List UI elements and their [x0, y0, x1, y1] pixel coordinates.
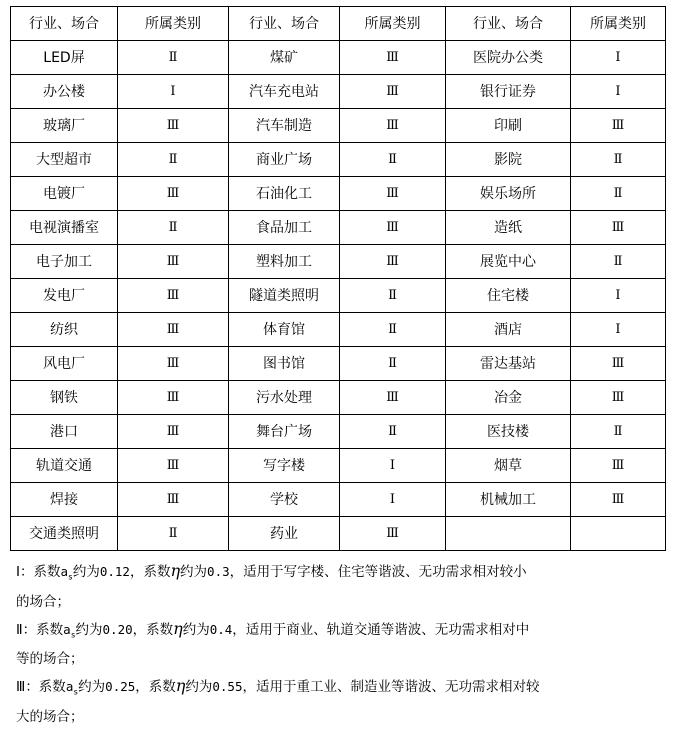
header-category-3: 所属类别	[571, 7, 666, 41]
category-cell: Ⅱ	[340, 279, 446, 313]
category-cell: Ⅱ	[571, 177, 666, 211]
industry-cell: 港口	[11, 415, 118, 449]
category-cell: Ⅱ	[118, 517, 229, 551]
category-cell: Ⅱ	[340, 347, 446, 381]
note-text: ：系数	[25, 679, 66, 695]
industry-cell: 风电厂	[11, 347, 118, 381]
industry-cell: 医技楼	[446, 415, 571, 449]
note-text: a	[60, 564, 69, 579]
table-row	[11, 449, 666, 483]
empty-cell	[571, 517, 666, 551]
note-text: 约为	[78, 679, 106, 695]
note-text: ，适用于商业、轨道交通等谐波、无功需求相对中	[232, 621, 530, 638]
table-row	[11, 313, 666, 347]
category-cell: Ⅰ	[571, 41, 666, 75]
category-cell: Ⅱ	[340, 143, 446, 177]
note-text: ，适用于重工业、制造业等谐波、无功需求相对较	[242, 679, 540, 695]
category-cell: Ⅲ	[340, 381, 446, 415]
note-text: 大的场合；	[16, 708, 84, 725]
table-row	[11, 347, 666, 381]
table-row	[11, 143, 666, 177]
header-industry-1: 行业、场合	[11, 7, 118, 41]
category-cell: Ⅲ	[340, 245, 446, 279]
category-cell: Ⅲ	[118, 381, 229, 415]
industry-cell: 大型超市	[11, 143, 118, 177]
table-row	[11, 245, 666, 279]
industry-cell: 办公楼	[11, 75, 118, 109]
header-category-1: 所属类别	[118, 7, 229, 41]
table-row	[11, 517, 666, 551]
coefficient-a-value: 0.25	[105, 679, 136, 694]
header-industry-3: 行业、场合	[446, 7, 571, 41]
category-cell: Ⅱ	[571, 415, 666, 449]
category-cell: Ⅲ	[118, 109, 229, 143]
coefficient-a-value: 0.12	[99, 564, 130, 579]
category-cell: Ⅲ	[118, 279, 229, 313]
category-cell: Ⅲ	[340, 41, 446, 75]
note-text: a	[63, 621, 71, 637]
category-cell: Ⅱ	[340, 415, 446, 449]
industry-cell: 汽车充电站	[229, 75, 340, 109]
category-notes	[16, 558, 656, 731]
industry-cell: 银行证券	[446, 75, 571, 109]
note-text: 约为	[185, 679, 213, 695]
note-text: 约为	[180, 564, 208, 580]
industry-cell: 纺织	[11, 313, 118, 347]
industry-cell: 电子加工	[11, 245, 118, 279]
industry-cell: 电视演播室	[11, 211, 118, 245]
coefficient-eta-value: 0.4	[209, 621, 233, 637]
category-cell: Ⅲ	[571, 381, 666, 415]
industry-cell: 商业广场	[229, 143, 340, 177]
note-text: 约为	[182, 621, 210, 638]
category-cell: Ⅱ	[118, 41, 229, 75]
industry-cell: 钢铁	[11, 381, 118, 415]
note-text: ，系数	[135, 679, 176, 695]
note-text: a	[65, 679, 74, 694]
category-cell: Ⅲ	[118, 177, 229, 211]
note-text: 的场合；	[16, 593, 70, 610]
category-cell: Ⅲ	[118, 415, 229, 449]
header-category-2: 所属类别	[340, 7, 446, 41]
industry-cell: 煤矿	[229, 41, 340, 75]
category-cell: Ⅰ	[571, 313, 666, 347]
category-cell: Ⅲ	[571, 109, 666, 143]
category-cell: Ⅱ	[118, 211, 229, 245]
industry-cell: 展览中心	[446, 245, 571, 279]
table-row	[11, 381, 666, 415]
table-row	[11, 279, 666, 313]
industry-cell: 影院	[446, 143, 571, 177]
category-cell: Ⅲ	[118, 483, 229, 517]
table-row	[11, 211, 666, 245]
eta-symbol: η	[175, 676, 186, 695]
industry-cell: 隧道类照明	[229, 279, 340, 313]
industry-cell: 汽车制造	[229, 109, 340, 143]
industry-cell: 机械加工	[446, 483, 571, 517]
coefficient-a-symbol	[63, 622, 75, 637]
category-cell: Ⅲ	[118, 245, 229, 279]
category-cell: Ⅱ	[118, 143, 229, 177]
industry-cell: 电镀厂	[11, 177, 118, 211]
industry-category-table	[10, 6, 666, 551]
table-row	[11, 41, 666, 75]
category-cell: Ⅲ	[571, 483, 666, 517]
table-row	[11, 109, 666, 143]
industry-cell: 焊接	[11, 483, 118, 517]
category-cell: Ⅲ	[118, 449, 229, 483]
industry-cell: 图书馆	[229, 347, 340, 381]
industry-cell: 住宅楼	[446, 279, 571, 313]
category-cell: Ⅰ	[571, 75, 666, 109]
industry-cell: 造纸	[446, 211, 571, 245]
category-cell: Ⅲ	[340, 177, 446, 211]
industry-cell: 烟草	[446, 449, 571, 483]
eta-symbol: η	[173, 618, 183, 638]
category-cell: Ⅱ	[571, 143, 666, 177]
industry-cell: 玻璃厂	[11, 109, 118, 143]
empty-cell	[446, 517, 571, 551]
industry-cell: 酒店	[446, 313, 571, 347]
table-row	[11, 177, 666, 211]
coefficient-a-symbol	[60, 564, 73, 582]
note-class-symbol: Ⅲ	[16, 679, 26, 695]
category-cell: Ⅰ	[118, 75, 229, 109]
industry-cell: 写字楼	[229, 449, 340, 483]
industry-cell: 印刷	[446, 109, 571, 143]
table-row	[11, 483, 666, 517]
note-text: 约为	[72, 564, 100, 580]
note-text: ，系数	[129, 564, 171, 580]
subscript-s: s	[68, 572, 73, 582]
subscript-s: s	[70, 630, 76, 639]
table-header-row	[11, 7, 666, 41]
note-class-1	[16, 558, 656, 615]
industry-cell: LED屏	[11, 41, 118, 75]
industry-cell: 医院办公类	[446, 41, 571, 75]
header-industry-2: 行业、场合	[229, 7, 340, 41]
category-cell: Ⅱ	[571, 245, 666, 279]
note-class-symbol: Ⅱ	[16, 621, 23, 638]
table-row	[11, 415, 666, 449]
note-text: ，系数	[132, 621, 174, 638]
industry-cell: 塑料加工	[229, 245, 340, 279]
industry-cell: 舞台广场	[229, 415, 340, 449]
note-text: ，适用于写字楼、住宅等谐波、无功需求相对较小	[229, 564, 527, 580]
industry-cell: 石油化工	[229, 177, 340, 211]
note-class-symbol: Ⅰ	[16, 564, 20, 580]
industry-cell: 药业	[229, 517, 340, 551]
category-cell: Ⅲ	[340, 211, 446, 245]
industry-cell: 学校	[229, 483, 340, 517]
coefficient-eta-value: 0.55	[212, 679, 243, 694]
category-cell: Ⅰ	[340, 449, 446, 483]
table-row	[11, 75, 666, 109]
note-class-2	[16, 616, 656, 673]
category-cell: Ⅲ	[571, 211, 666, 245]
category-cell: Ⅲ	[118, 347, 229, 381]
category-cell: Ⅲ	[340, 517, 446, 551]
coefficient-a-value: 0.20	[102, 621, 133, 637]
industry-cell: 冶金	[446, 381, 571, 415]
industry-cell: 交通类照明	[11, 517, 118, 551]
industry-cell: 发电厂	[11, 279, 118, 313]
industry-cell: 雷达基站	[446, 347, 571, 381]
category-cell: Ⅰ	[340, 483, 446, 517]
industry-cell: 污水处理	[229, 381, 340, 415]
industry-cell: 娱乐场所	[446, 177, 571, 211]
note-text: 等的场合；	[16, 651, 84, 667]
industry-cell: 食品加工	[229, 211, 340, 245]
industry-cell: 轨道交通	[11, 449, 118, 483]
category-cell: Ⅲ	[340, 75, 446, 109]
coefficient-a-symbol	[65, 679, 79, 697]
subscript-s: s	[73, 687, 79, 697]
category-cell: Ⅲ	[571, 347, 666, 381]
coefficient-eta-value: 0.3	[207, 564, 230, 579]
category-cell: Ⅲ	[340, 109, 446, 143]
category-cell: Ⅰ	[571, 279, 666, 313]
category-cell: Ⅱ	[340, 313, 446, 347]
category-cell: Ⅲ	[118, 313, 229, 347]
industry-cell: 体育馆	[229, 313, 340, 347]
eta-symbol: η	[170, 561, 181, 580]
note-text: ：系数	[22, 621, 64, 638]
note-text: 约为	[75, 621, 103, 638]
note-class-3	[16, 673, 656, 730]
category-cell: Ⅲ	[571, 449, 666, 483]
note-text: ：系数	[19, 564, 61, 580]
